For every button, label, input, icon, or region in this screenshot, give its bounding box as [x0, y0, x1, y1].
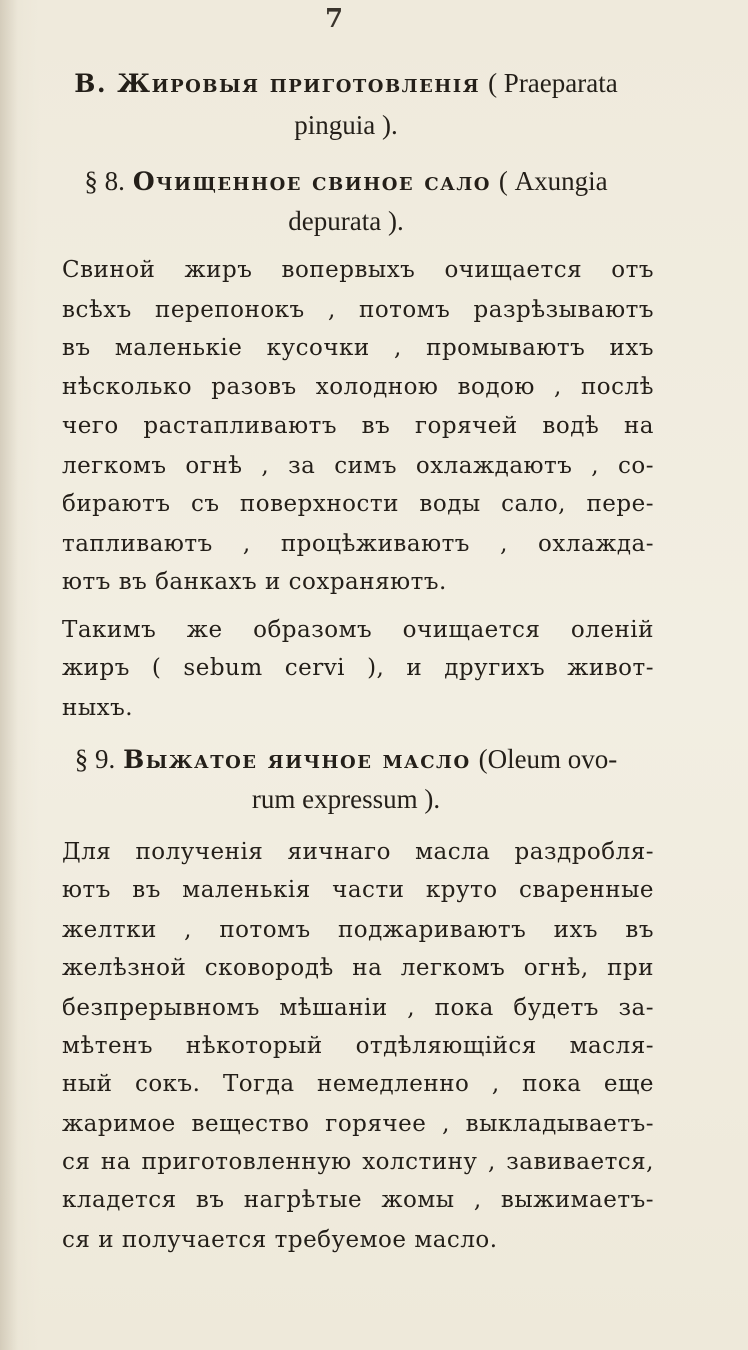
section-b-heading: [40, 62, 652, 105]
section-8-latin-2: depurata ).: [288, 206, 404, 236]
section-b-heading-cont: [40, 104, 652, 147]
page-number: 7: [324, 4, 344, 34]
section-9-latin-2: rum expressum ).: [251, 784, 441, 814]
section-9-heading-cont: [40, 778, 652, 821]
section-8-latin-1: ( Axungia: [498, 166, 608, 196]
section-8-heading: [40, 160, 652, 203]
section-8-title: Очищенное свиное сало: [132, 167, 491, 196]
p3-line: кладется въ нагрѣтые жомы , выжимаетъ-: [62, 1187, 654, 1213]
p3-line: желтки , потомъ поджариваютъ ихъ въ: [62, 917, 654, 943]
section-8-heading-cont: [40, 200, 652, 243]
p1-line: ютъ въ банкахъ и сохраняютъ.: [62, 569, 447, 595]
p2-line: Такимъ же образомъ очищается оленій: [62, 617, 654, 643]
section-b-latin-2: pinguia ).: [294, 110, 398, 140]
p1-line: въ маленькіе кусочки , промываютъ ихъ: [62, 335, 654, 361]
section-9-title: Выжатое яичное масло: [123, 745, 471, 774]
section-9-heading: [40, 738, 652, 781]
p3-line: ный сокъ. Тогда немедленно , пока еще: [62, 1071, 654, 1097]
p1-line: чего растапливаютъ въ горячей водѣ на: [62, 413, 654, 439]
p3-line: мѣтенъ нѣкоторый отдѣляющійся масля-: [62, 1033, 654, 1059]
p3-line: ютъ въ маленькія части круто сваренные: [62, 877, 654, 903]
p2-line: ныхъ.: [62, 695, 134, 721]
section-9-number: § 9.: [74, 744, 116, 774]
p3-line: желѣзной сковородѣ на легкомъ огнѣ, при: [62, 955, 654, 981]
p1-line: легкомъ огнѣ , за симъ охлаждаютъ , со-: [62, 453, 654, 479]
p1-line: Свиной жиръ вопервыхъ очищается отъ: [62, 257, 654, 283]
section-b-latin-1: ( Praeparata: [488, 68, 618, 98]
section-9-latin-1: (Oleum ovo-: [478, 744, 618, 774]
p1-line: бираютъ съ поверхности воды сало, пере-: [62, 491, 654, 517]
section-b-title: В. Жировыя приготовленія: [74, 69, 481, 98]
p1-line: тапливаютъ , процѣживаютъ , охлажда-: [62, 531, 654, 557]
p3-line: жаримое вещество горячее , выкладываетъ-: [62, 1111, 654, 1137]
p1-line: всѣхъ перепонокъ , потомъ разрѣзываютъ: [62, 297, 654, 323]
p2-line: жиръ ( sebum cervi ), и другихъ живот-: [62, 655, 654, 681]
section-8-number: § 8.: [84, 166, 125, 196]
p1-line: нѣсколько разовъ холодною водою , послѣ: [62, 374, 654, 400]
p3-line: ся на приготовленную холстину , завивается,: [62, 1149, 654, 1175]
p3-line: безпрерывномъ мѣшаніи , пока будетъ за-: [62, 995, 654, 1021]
p3-line: Для полученія яичнаго масла раздробля-: [62, 839, 654, 865]
p3-line: ся и получается требуемое масло.: [62, 1227, 498, 1253]
